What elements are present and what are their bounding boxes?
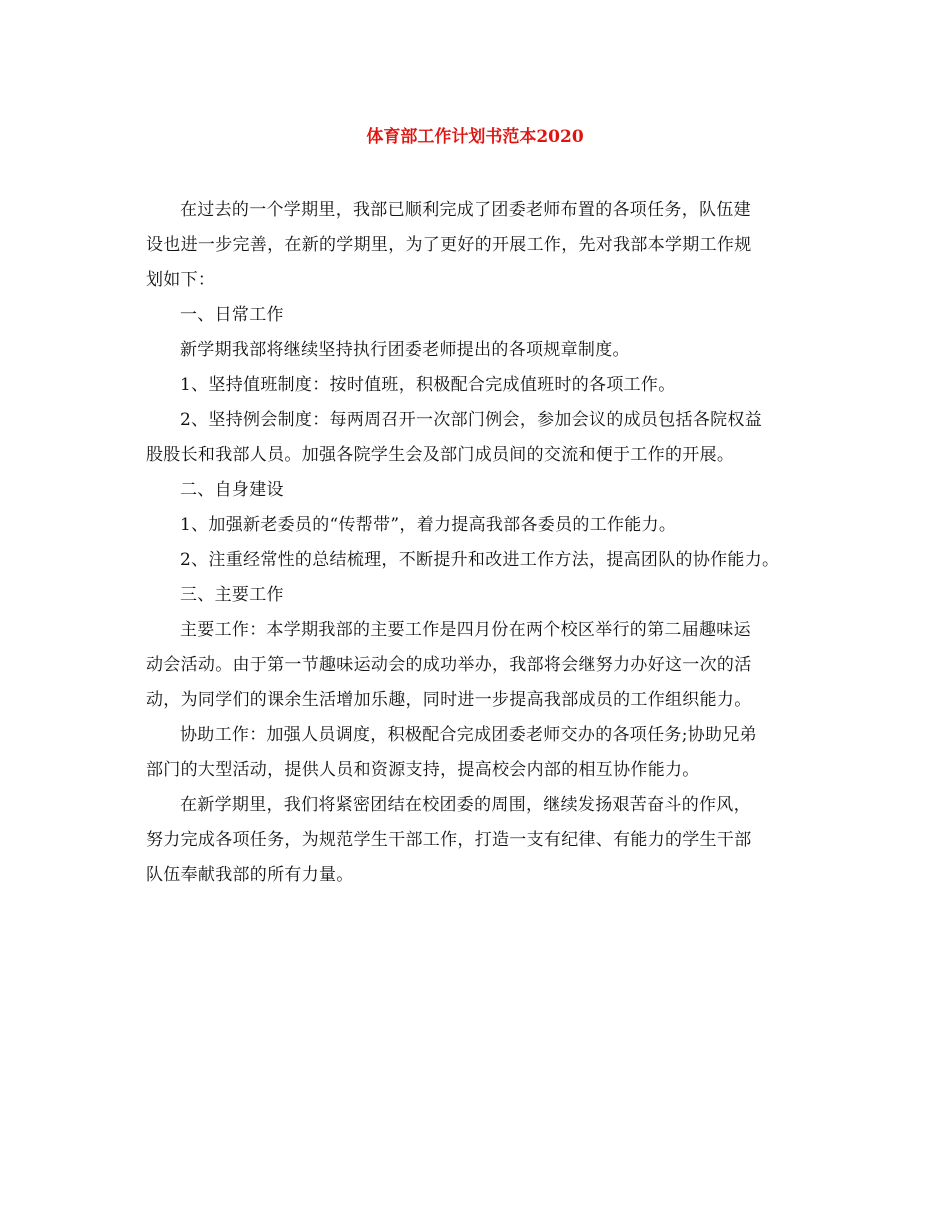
list-item-meeting-system (146, 403, 826, 473)
text-line: 1、坚持值班制度：按时值班，积极配合完成值班时的各项工作。 (180, 375, 676, 395)
text-line: 动会活动。由于第一节趣味运动会的成功举办，我部将会继努力办好这一次的活 (146, 655, 752, 675)
text-line: 努力完成各项任务，为规范学生干部工作，打造一支有纪律、有能力的学生干部 (146, 830, 752, 850)
text-line: 新学期我部将继续坚持执行团委老师提出的各项规章制度。 (180, 340, 630, 360)
text-line: 设也进一步完善，在新的学期里，为了更好的开展工作，先对我部本学期工作规 (146, 235, 752, 255)
section-heading-daily-work (146, 298, 826, 333)
list-item-mentoring (146, 508, 826, 543)
text-line: 动，为同学们的课余生活增加乐趣，同时进一步提高我部成员的工作组织能力。 (146, 690, 752, 710)
text-line: 2、注重经常性的总结梳理，不断提升和改进工作方法，提高团队的协作能力。 (180, 550, 780, 570)
text-line: 主要工作：本学期我部的主要工作是四月份在两个校区举行的第二届趣味运 (180, 620, 751, 640)
list-item-summary (146, 543, 826, 578)
text-line: 部门的大型活动，提供人员和资源支持，提高校会内部的相互协作能力。 (146, 760, 700, 780)
list-item-duty-system (146, 368, 826, 403)
paragraph-daily-work-intro (146, 333, 826, 368)
document-body (146, 193, 826, 893)
text-line: 一、日常工作 (180, 305, 284, 325)
paragraph-main-work (146, 613, 826, 718)
paragraph-intro (146, 193, 826, 298)
text-line: 划如下： (146, 270, 216, 290)
document-title: 体育部工作计划书范本2020 (366, 127, 584, 147)
paragraph-assist-work (146, 718, 826, 788)
section-heading-main-work (146, 578, 826, 613)
text-line: 在过去的一个学期里，我部已顺利完成了团委老师布置的各项任务，队伍建 (180, 200, 751, 220)
text-line: 协助工作：加强人员调度，积极配合完成团委老师交办的各项任务;协助兄弟 (180, 725, 757, 745)
text-line: 二、自身建设 (180, 480, 284, 500)
paragraph-conclusion (146, 788, 826, 893)
text-line: 在新学期里，我们将紧密团结在校团委的周围，继续发扬艰苦奋斗的作风， (180, 795, 751, 815)
text-line: 股股长和我部人员。加强各院学生会及部门成员间的交流和便于工作的开展。 (146, 445, 735, 465)
text-line: 队伍奉献我部的所有力量。 (146, 865, 354, 885)
section-heading-self-building (146, 473, 826, 508)
text-line: 三、主要工作 (180, 585, 284, 605)
text-line: 2、坚持例会制度：每两周召开一次部门例会，参加会议的成员包括各院权益 (180, 410, 763, 430)
text-line: 1、加强新老委员的“传帮带”，着力提高我部各委员的工作能力。 (180, 515, 677, 535)
